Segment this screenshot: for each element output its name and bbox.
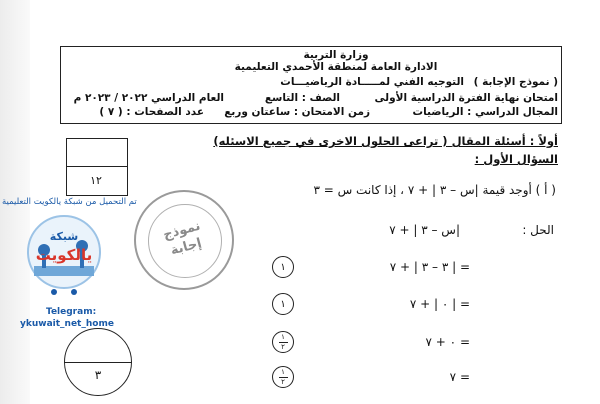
solution-line-0: |س – ٣ | + ٧ [389, 223, 460, 237]
mark-half-2 [272, 366, 294, 388]
part-score-divider [64, 362, 132, 363]
mark-half-1-den: ٢ [281, 343, 285, 351]
solution-line-3: = ٠ + ٧ [425, 335, 470, 349]
solution-label: الحل : [522, 223, 554, 237]
mark-circle-2: ١ [272, 293, 294, 315]
ministry-title: وزارة التربية [303, 49, 369, 61]
section-title-note: ( تراعى الحلول الاخرى في جميع الاسئله) [213, 134, 448, 148]
grade-label: الصف : التاسع [264, 92, 340, 104]
score-total: ١٢ [90, 174, 102, 187]
academic-year: العام الدراسي ٢٠٢٢ / ٢٠٢٣ م [73, 92, 224, 104]
exam-duration: زمن الامتحان : ساعتان وربع [224, 106, 370, 118]
answer-model-stamp [134, 190, 234, 290]
page-count: عدد الصفحات : ( ٧ ) [99, 106, 204, 118]
score-cell-top [67, 139, 127, 167]
section-title [176, 134, 558, 148]
directorate-title: الادارة العامة لمنطقة الأحمدي التعليمية [234, 61, 438, 73]
answer-model-label: ( نموذج الإجابة ) [473, 76, 558, 88]
logo-text-2: يالكويت [35, 246, 93, 264]
mark-half-2-num: ١ [281, 368, 285, 376]
part-score-value: ٣ [94, 368, 102, 382]
watermark-source: تم التحميل من شبكة يالكويت التعليمية [2, 197, 137, 207]
watermark-telegram-label: Telegram: [46, 307, 97, 317]
mark-half-1 [272, 331, 294, 353]
logo-text-1: شبكة [49, 230, 79, 243]
stamp-line-1: نموذج [161, 218, 202, 243]
solution-line-2: = | ٠ | + ٧ [409, 297, 470, 311]
study-field: المجال الدراسي : الرياضيات [412, 106, 558, 118]
watermark-telegram-handle: ykuwait_net_home [20, 319, 114, 329]
question-text: ( أ ) أوجد قيمة |س – ٣ | + ٧ ، إذا كانت س = ٣ [313, 183, 556, 197]
score-table [66, 138, 128, 196]
supervision-label: التوجيه الفني لمـــــادة الرياضيـــات [280, 76, 464, 88]
question-1-title: السؤال الأول : [474, 152, 558, 166]
ykuwait-logo [20, 210, 108, 310]
stamp-line-2: إجابة [169, 235, 204, 259]
mark-circle-1: ١ [272, 256, 294, 278]
solution-line-1: = | ٣ – ٣ | + ٧ [389, 260, 470, 274]
exam-name: امتحان نهاية الفترة الدراسية الأولى [374, 92, 558, 104]
section-title-main: أولاً : أسئلة المقال [451, 134, 558, 148]
solution-line-4: = ٧ [449, 370, 470, 384]
mark-half-1-num: ١ [281, 333, 285, 341]
mark-half-2-den: ٢ [281, 378, 285, 386]
